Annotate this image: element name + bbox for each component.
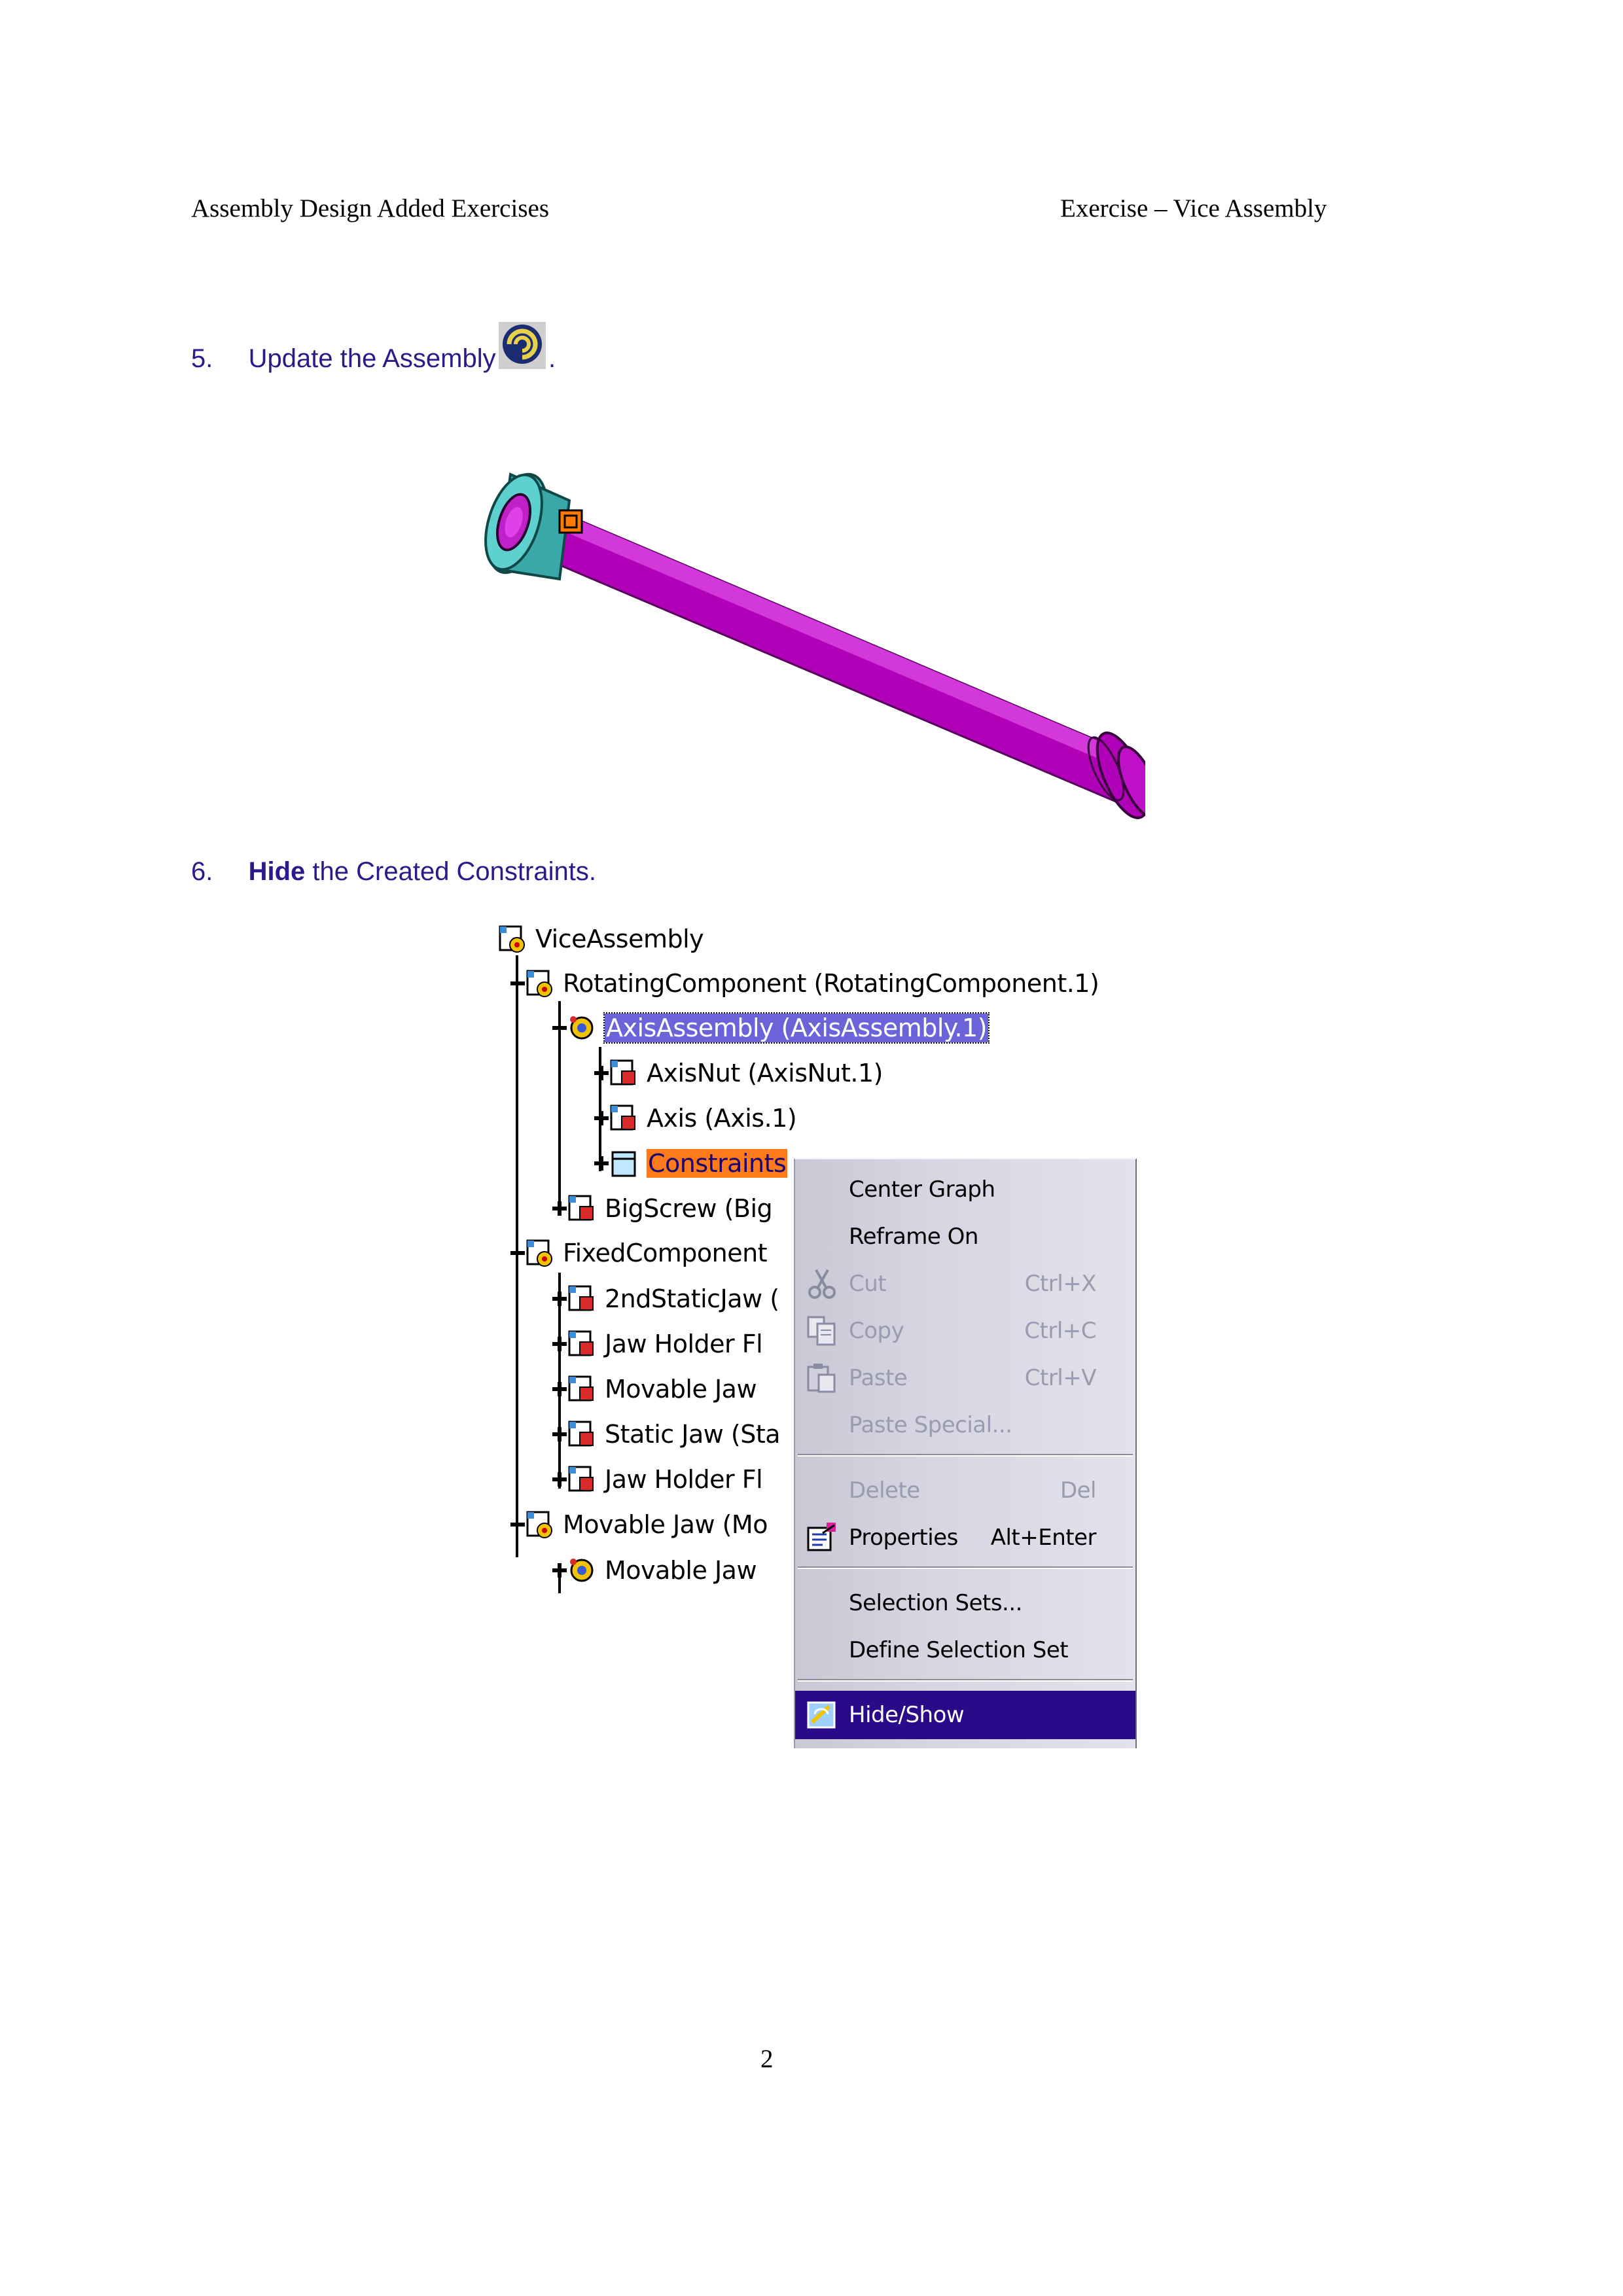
paste-icon xyxy=(806,1362,838,1394)
part-icon xyxy=(567,1419,597,1449)
scissors-icon xyxy=(806,1267,838,1300)
part-icon xyxy=(567,1464,597,1494)
part-icon xyxy=(609,1103,639,1133)
header-right: Exercise – Vice Assembly xyxy=(1060,194,1327,222)
menu-item-define-selection-set[interactable]: Define Selection Set xyxy=(849,1637,1069,1663)
context-menu xyxy=(794,1158,1137,1748)
step-5-text: Update the Assembly xyxy=(248,344,496,373)
part-icon xyxy=(567,1329,597,1359)
gear-icon xyxy=(567,1013,597,1043)
collapse-icon[interactable] xyxy=(510,1246,525,1260)
tree-item-movable-jaw-part[interactable] xyxy=(552,1369,757,1409)
menu-item-paste[interactable]: Paste Ctrl+V xyxy=(795,1354,1135,1402)
constraints-icon xyxy=(609,1148,639,1178)
tree-item-label: FixedComponent xyxy=(563,1239,768,1267)
step-6-text: the Created Constraints. xyxy=(305,857,596,886)
tree-item-movable-jaw-component[interactable] xyxy=(510,1505,768,1544)
menu-item-center-graph[interactable]: Center Graph xyxy=(849,1176,995,1203)
tree-item-label: AxisNut (AxisNut.1) xyxy=(647,1059,883,1087)
expand-icon[interactable] xyxy=(552,1382,567,1396)
tree-item-label: Constraints xyxy=(648,1149,787,1178)
tree-item-axis[interactable] xyxy=(594,1099,796,1138)
expand-icon[interactable] xyxy=(552,1337,567,1351)
menu-item-cut[interactable]: Cut Ctrl+X xyxy=(795,1260,1135,1307)
product-icon xyxy=(497,924,527,954)
tree-item-2nd-static-jaw[interactable] xyxy=(552,1279,779,1318)
tree-item-movable-jaw-sub[interactable] xyxy=(552,1551,757,1590)
part-icon xyxy=(567,1284,597,1314)
expand-icon[interactable] xyxy=(594,1066,609,1080)
tree-item-label: Jaw Holder Fl xyxy=(605,1465,763,1494)
menu-separator xyxy=(798,1679,1133,1682)
menu-separator xyxy=(798,1454,1133,1457)
tree-item-label: Static Jaw (Sta xyxy=(605,1420,781,1449)
product-icon xyxy=(525,1238,555,1268)
expand-icon[interactable] xyxy=(594,1156,609,1171)
update-icon[interactable] xyxy=(497,321,547,370)
menu-item-selection-sets[interactable]: Selection Sets... xyxy=(849,1590,1022,1616)
tree-item-jaw-holder-2[interactable] xyxy=(552,1460,762,1499)
tree-item-label: RotatingComponent (RotatingComponent.1) xyxy=(563,969,1099,998)
tree-root[interactable] xyxy=(497,919,704,959)
part-icon xyxy=(609,1058,639,1088)
expand-icon[interactable] xyxy=(552,1563,567,1578)
tree-item-axis-assembly[interactable] xyxy=(552,1008,988,1048)
step-5 xyxy=(191,344,496,374)
tree-item-fixed-component[interactable] xyxy=(510,1233,767,1273)
gear-icon xyxy=(567,1555,597,1585)
header-left: Assembly Design Added Exercises xyxy=(191,194,549,222)
tree-item-static-jaw[interactable] xyxy=(552,1415,780,1454)
tree-item-constraints[interactable] xyxy=(594,1144,787,1183)
part-icon xyxy=(567,1374,597,1404)
menu-item-delete[interactable]: Delete Del xyxy=(849,1477,1096,1504)
menu-separator xyxy=(798,1566,1133,1569)
product-icon xyxy=(525,1510,555,1540)
hide-show-icon xyxy=(806,1699,838,1731)
tree-item-rotating-component[interactable] xyxy=(510,964,1099,1003)
expand-icon[interactable] xyxy=(552,1292,567,1306)
tree-item-big-screw[interactable] xyxy=(552,1189,772,1228)
expand-icon[interactable] xyxy=(594,1111,609,1125)
part-icon xyxy=(567,1193,597,1224)
page-number: 2 xyxy=(760,2045,774,2073)
tree-item-label: Jaw Holder Fl xyxy=(605,1330,763,1358)
tree-item-label: Axis (Axis.1) xyxy=(647,1104,797,1133)
step-6-number: 6. xyxy=(191,857,213,886)
menu-item-reframe-on[interactable]: Reframe On xyxy=(849,1224,978,1250)
product-icon xyxy=(525,968,555,998)
step-5-trailing: . xyxy=(548,344,556,373)
collapse-icon[interactable] xyxy=(510,976,525,991)
tree-item-label: Movable Jaw xyxy=(605,1375,757,1404)
expand-icon[interactable] xyxy=(552,1201,567,1216)
step-6 xyxy=(191,857,596,887)
copy-icon xyxy=(806,1315,838,1347)
collapse-icon[interactable] xyxy=(510,1517,525,1532)
tree-item-axis-nut[interactable] xyxy=(594,1053,883,1093)
menu-item-paste-special[interactable]: Paste Special... xyxy=(849,1412,1012,1438)
tree-item-label: Movable Jaw xyxy=(605,1556,757,1585)
tree-item-jaw-holder-1[interactable] xyxy=(552,1324,762,1364)
expand-icon[interactable] xyxy=(552,1472,567,1487)
tree-root-label: ViceAssembly xyxy=(535,925,704,953)
properties-icon xyxy=(806,1521,838,1554)
tree-item-label: Movable Jaw (Mo xyxy=(563,1510,768,1539)
expand-icon[interactable] xyxy=(552,1427,567,1441)
tree-item-label: AxisAssembly (AxisAssembly.1) xyxy=(606,1014,988,1042)
tree-item-label: BigScrew (Big xyxy=(605,1194,773,1223)
step-6-bold: Hide xyxy=(248,857,306,886)
menu-item-copy[interactable]: Copy Ctrl+C xyxy=(795,1307,1135,1354)
tree-item-label: 2ndStaticJaw ( xyxy=(605,1284,779,1313)
menu-item-hide-show[interactable]: Hide/Show xyxy=(795,1691,1135,1739)
step-5-number: 5. xyxy=(191,344,213,373)
collapse-icon[interactable] xyxy=(552,1021,567,1035)
menu-item-properties[interactable]: Properties Alt+Enter xyxy=(795,1514,1135,1561)
axis-assembly-3d-view xyxy=(484,471,1145,824)
